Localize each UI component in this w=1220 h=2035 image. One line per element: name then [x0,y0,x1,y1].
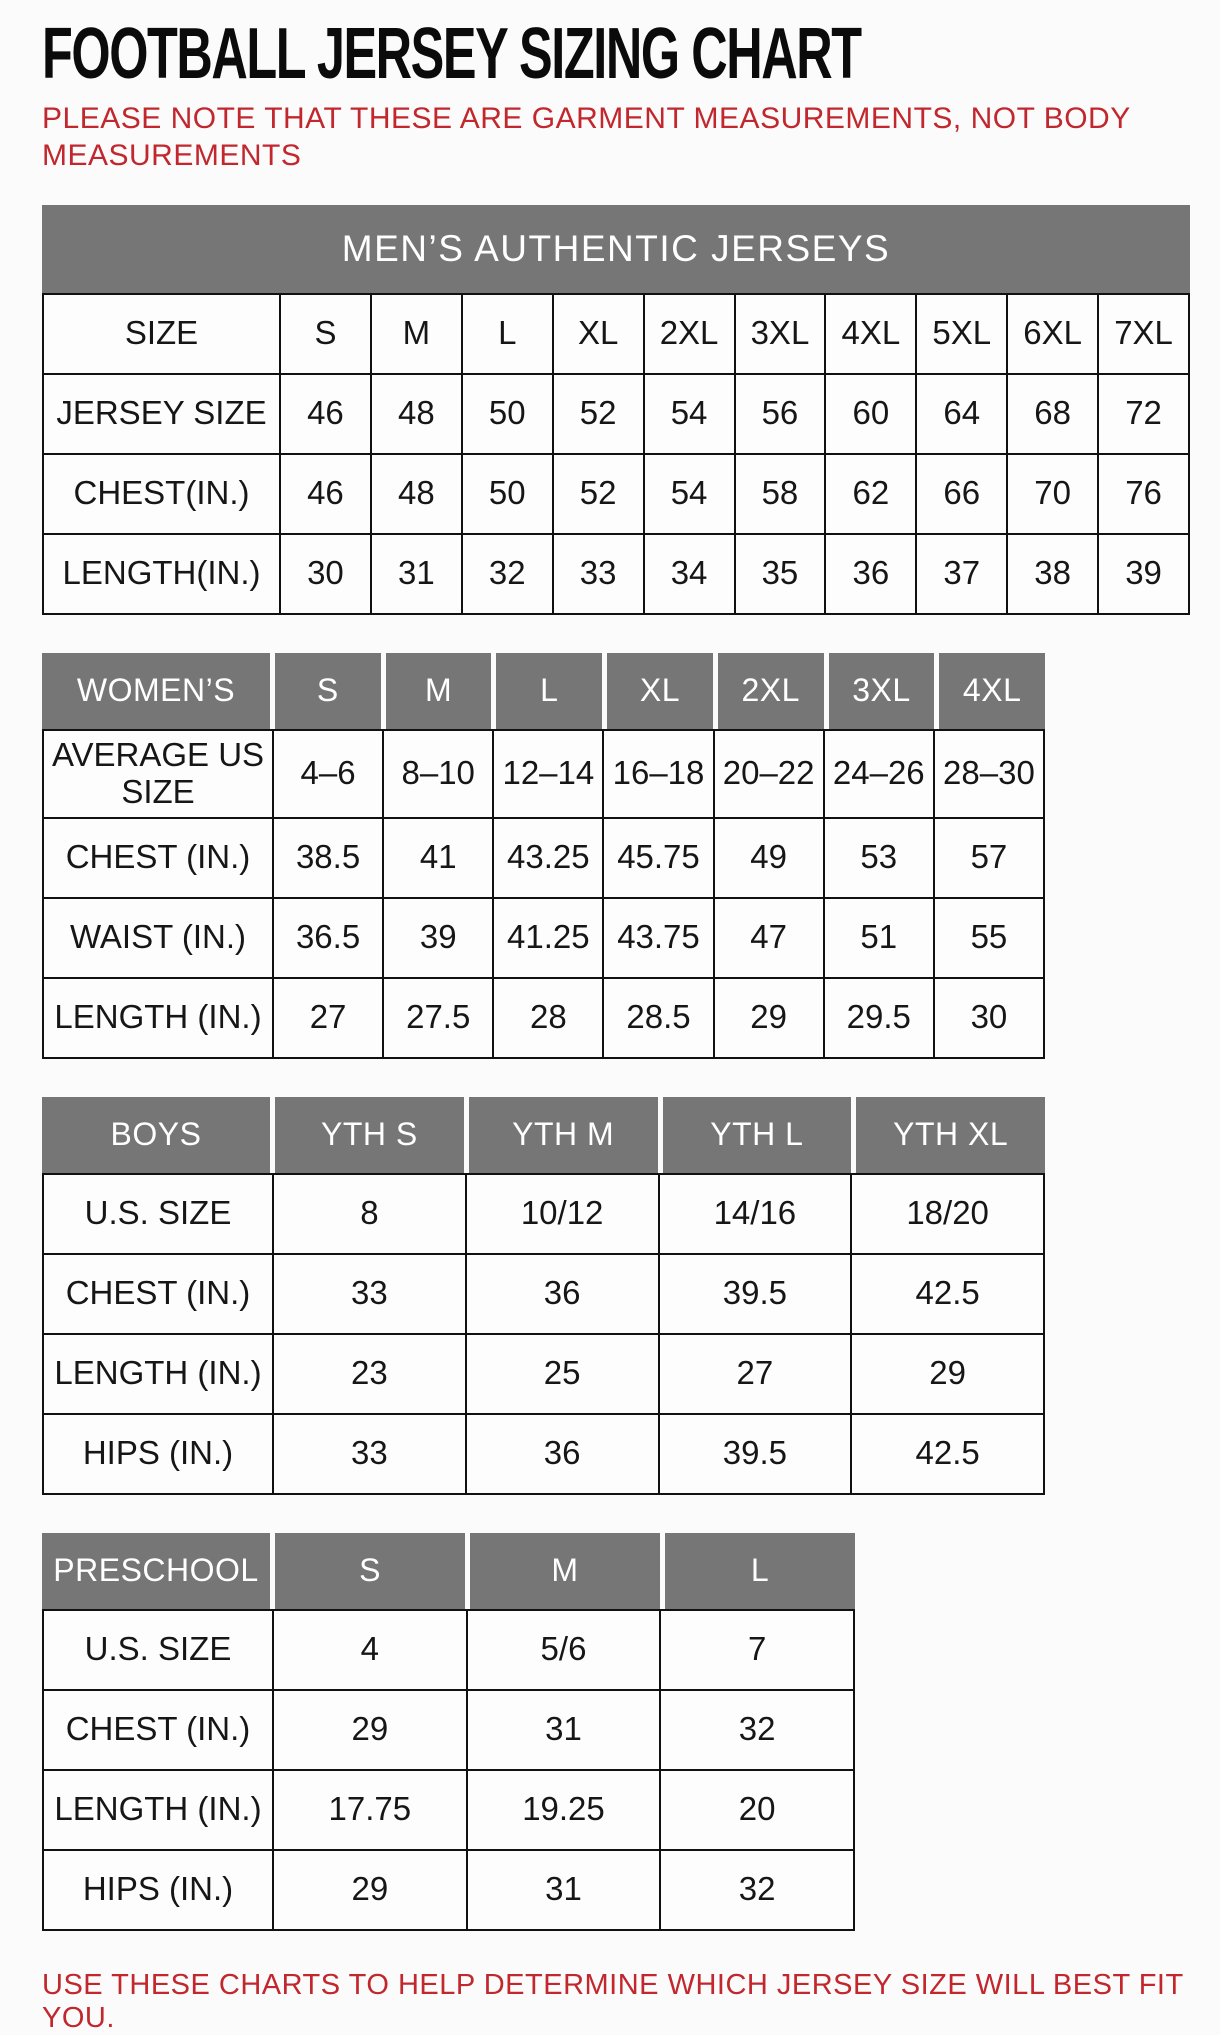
table-header-label: BOYS [42,1097,270,1173]
row-label: LENGTH (IN.) [44,1335,272,1413]
table-cell: 47 [715,899,823,977]
row-label: JERSEY SIZE [44,375,279,453]
table-cell: 57 [935,819,1043,897]
mens-table-body [42,293,1190,615]
table-cell: 58 [736,455,825,533]
table-cell: 38.5 [274,819,382,897]
table-cell: 25 [467,1335,658,1413]
table-cell: 33 [274,1415,465,1493]
table-cell: 31 [468,1691,660,1769]
table-cell: 66 [917,455,1006,533]
table-cell: 8–10 [384,731,492,817]
table-cell: 33 [274,1255,465,1333]
table-cell: 39 [1099,535,1188,613]
table-cell: 29 [852,1335,1043,1413]
column-header: XL [607,653,713,729]
table-cell: 20–22 [715,731,823,817]
table-cell: 50 [463,375,552,453]
table-cell: 45.75 [604,819,712,897]
table-cell: 36 [826,535,915,613]
column-header: M [470,1533,660,1609]
table-cell: 20 [661,1771,853,1849]
row-label: U.S. SIZE [44,1175,272,1253]
womens-table-header [42,653,1045,729]
row-label: HIPS (IN.) [44,1415,272,1493]
table-cell: 35 [736,535,825,613]
row-label: CHEST (IN.) [44,1255,272,1333]
table-cell: 27.5 [384,979,492,1057]
table-cell: 32 [661,1851,853,1929]
table-cell: 42.5 [852,1415,1043,1493]
column-header: 4XL [939,653,1045,729]
row-label: SIZE [44,295,279,373]
table-cell: 36 [467,1255,658,1333]
table-cell: 29 [274,1851,466,1929]
table-cell: 68 [1008,375,1097,453]
table-cell: 39.5 [660,1255,851,1333]
row-label: HIPS (IN.) [44,1851,272,1929]
table-cell: 2XL [645,295,734,373]
mens-table-banner: MEN’S AUTHENTIC JERSEYS [42,205,1190,293]
table-cell: 76 [1099,455,1188,533]
garment-measurements-note: PLEASE NOTE THAT THESE ARE GARMENT MEASUREMENTS, NOT BODY MEASUREMENTS [42,102,1131,173]
table-cell: 30 [281,535,370,613]
preschool-table-body [42,1609,855,1931]
table-cell: 38 [1008,535,1097,613]
table-cell: 31 [468,1851,660,1929]
row-label: LENGTH (IN.) [44,979,272,1057]
table-header-label: WOMEN’S [42,653,270,729]
table-cell: 54 [645,375,734,453]
table-cell: 34 [645,535,734,613]
boys-table-header [42,1097,1045,1173]
table-cell: 17.75 [274,1771,466,1849]
boys-table [42,1097,1045,1495]
table-cell: 32 [463,535,552,613]
table-cell: 28.5 [604,979,712,1057]
table-cell: 39 [384,899,492,977]
column-header: L [665,1533,855,1609]
table-cell: 28–30 [935,731,1043,817]
row-label: AVERAGE US SIZE [44,731,272,817]
table-cell: 27 [274,979,382,1057]
row-label: LENGTH(IN.) [44,535,279,613]
table-cell: 5/6 [468,1611,660,1689]
table-cell: 31 [372,535,461,613]
table-cell: 56 [736,375,825,453]
row-label: CHEST (IN.) [44,819,272,897]
preschool-table-header [42,1533,855,1609]
column-header: YTH S [275,1097,464,1173]
table-cell: 54 [645,455,734,533]
table-cell: 18/20 [852,1175,1043,1253]
table-cell: 55 [935,899,1043,977]
table-cell: L [463,295,552,373]
table-cell: 3XL [736,295,825,373]
table-cell: 4XL [826,295,915,373]
table-cell: 29 [715,979,823,1057]
table-cell: 48 [372,455,461,533]
table-cell: 60 [826,375,915,453]
table-cell: 19.25 [468,1771,660,1849]
table-cell: 52 [554,455,643,533]
row-label: LENGTH (IN.) [44,1771,272,1849]
column-header: S [275,1533,465,1609]
page-title-text: FOOTBALL JERSEY SIZING CHART [42,14,861,94]
column-header: L [496,653,602,729]
page-title [42,14,1190,94]
table-cell: 43.75 [604,899,712,977]
table-cell: 72 [1099,375,1188,453]
table-cell: M [372,295,461,373]
table-cell: 36 [467,1415,658,1493]
table-cell: 36.5 [274,899,382,977]
table-cell: 49 [715,819,823,897]
table-cell: 64 [917,375,1006,453]
table-cell: XL [554,295,643,373]
table-cell: S [281,295,370,373]
table-cell: 27 [660,1335,851,1413]
table-cell: 62 [826,455,915,533]
table-cell: 14/16 [660,1175,851,1253]
table-cell: 30 [935,979,1043,1057]
table-cell: 70 [1008,455,1097,533]
row-label: U.S. SIZE [44,1611,272,1689]
table-cell: 5XL [917,295,1006,373]
table-cell: 23 [274,1335,465,1413]
table-cell: 24–26 [825,731,933,817]
table-cell: 7 [661,1611,853,1689]
table-cell: 46 [281,455,370,533]
column-header: M [386,653,492,729]
table-cell: 42.5 [852,1255,1043,1333]
table-cell: 29.5 [825,979,933,1057]
table-cell: 4 [274,1611,466,1689]
table-cell: 43.25 [494,819,602,897]
boys-table-body [42,1173,1045,1495]
table-cell: 50 [463,455,552,533]
mens-authentic-jerseys-table [42,205,1190,615]
table-cell: 12–14 [494,731,602,817]
column-header: YTH M [469,1097,658,1173]
table-cell: 28 [494,979,602,1057]
table-cell: 7XL [1099,295,1188,373]
table-cell: 29 [274,1691,466,1769]
table-cell: 10/12 [467,1175,658,1253]
column-header: 3XL [829,653,935,729]
table-cell: 52 [554,375,643,453]
table-cell: 4–6 [274,731,382,817]
table-cell: 53 [825,819,933,897]
table-cell: 41.25 [494,899,602,977]
column-header: YTH XL [856,1097,1045,1173]
table-cell: 16–18 [604,731,712,817]
column-header: YTH L [663,1097,852,1173]
footer-text: USE THESE CHARTS TO HELP DETERMINE WHICH JERSEY SIZE WILL BEST FIT YOU. [42,1968,1184,2034]
row-label: WAIST (IN.) [44,899,272,977]
row-label: CHEST (IN.) [44,1691,272,1769]
column-header: S [275,653,381,729]
table-header-label: PRESCHOOL [42,1533,270,1609]
table-cell: 51 [825,899,933,977]
womens-table-body [42,729,1045,1059]
table-cell: 37 [917,535,1006,613]
table-cell: 33 [554,535,643,613]
table-cell: 46 [281,375,370,453]
womens-table [42,653,1045,1059]
preschool-table [42,1533,855,1931]
column-header: 2XL [718,653,824,729]
table-cell: 39.5 [660,1415,851,1493]
table-cell: 41 [384,819,492,897]
row-label: CHEST(IN.) [44,455,279,533]
table-cell: 32 [661,1691,853,1769]
table-cell: 48 [372,375,461,453]
table-cell: 6XL [1008,295,1097,373]
table-cell: 8 [274,1175,465,1253]
